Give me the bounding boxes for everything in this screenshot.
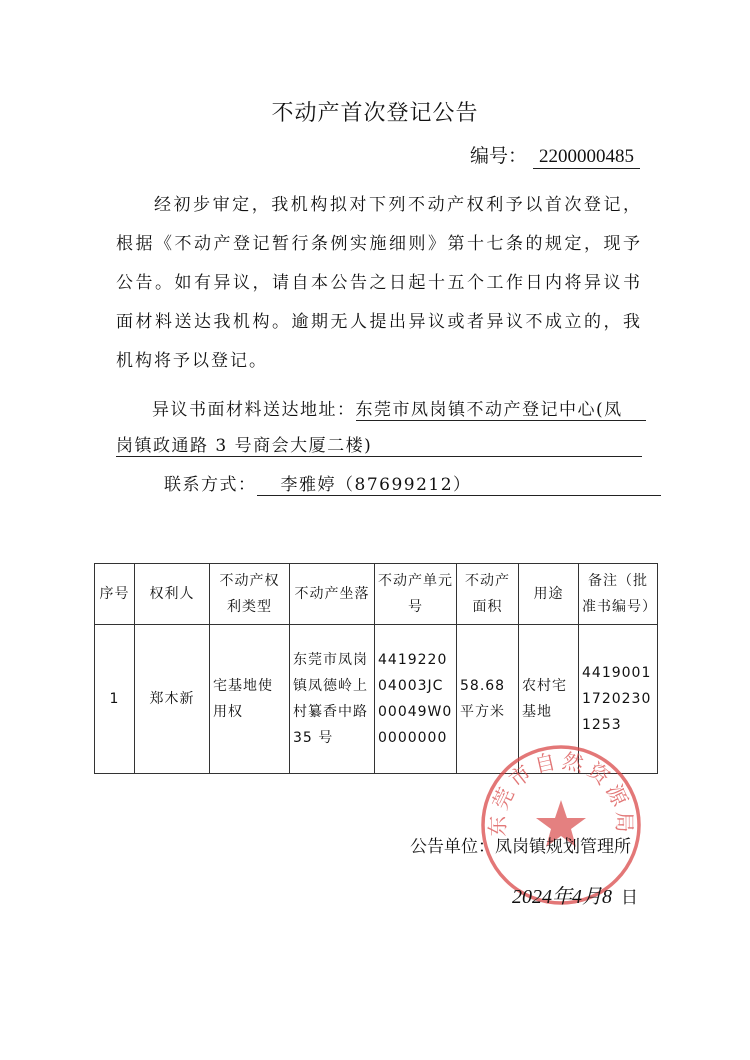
table-cell-index: 1	[95, 625, 135, 774]
page-title: 不动产首次登记公告	[271, 101, 479, 126]
address-value-2: 岗镇政通路 3 号商会大厦二楼)	[116, 431, 642, 457]
table-header-cell: 不动产权利类型	[210, 564, 290, 625]
table-header-cell: 序号	[95, 564, 135, 625]
address-label: 异议书面材料送达地址：	[152, 400, 356, 420]
document-number-label: 编号：	[470, 145, 528, 167]
table-header-cell: 不动产坐落	[290, 564, 375, 625]
contact-label: 联系方式：	[164, 475, 257, 495]
table-header-cell: 不动产面积	[457, 564, 519, 625]
date-day-char: 日	[621, 888, 638, 908]
contact-value: 李雅婷（87699212）	[257, 470, 661, 496]
table-header-row	[95, 564, 658, 625]
seal-text: 东莞市自然资源局	[485, 748, 637, 837]
announcement-paragraph: 经初步审定，我机构拟对下列不动产权利予以首次登记，根据《不动产登记暂行条例实施细则》第十七条的规定，现予公告。如有异议，请自本公告之日起十五个工作日内将异议书面材料送达我机构。逾期无人提出异议或者异议不成立的，我机构将予以登记。	[116, 195, 642, 371]
location-text: 东莞市凤岗镇凤德岭上村纂香中路 35 号	[293, 652, 368, 746]
table-header-cell: 权利人	[135, 564, 210, 625]
address-line-2	[116, 431, 642, 457]
remark-text: 441900117202301253	[582, 665, 652, 733]
contact-line	[116, 470, 642, 496]
publisher-label: 公告单位：	[410, 837, 495, 857]
publish-date	[512, 880, 638, 909]
area-text: 58.68 平方米	[460, 678, 506, 720]
document-number	[470, 141, 640, 169]
publisher-value: 凤岗镇规划管理所	[495, 837, 631, 857]
right-type-text: 宅基地使用权	[213, 678, 273, 720]
table-header-cell: 不动产单元号	[375, 564, 457, 625]
table-cell-location	[290, 625, 375, 774]
table-header-cell: 用途	[519, 564, 579, 625]
table-cell-owner: 郑木新	[135, 625, 210, 774]
document-number-value: 2200000485	[533, 146, 640, 169]
usage-text: 农村宅基地	[522, 678, 567, 720]
table-header-cell: 备注（批准书编号）	[579, 564, 658, 625]
publisher-line	[410, 832, 631, 857]
unit-number-text: 441922004003JC00049W00000000	[378, 652, 453, 746]
address-line-1	[116, 395, 642, 421]
address-value-1: 东莞市凤岗镇不动产登记中心(凤	[356, 395, 646, 421]
table-cell-right-type	[210, 625, 290, 774]
date-handwritten: 2024年4月8	[512, 886, 612, 908]
table-cell-unit-number	[375, 625, 457, 774]
